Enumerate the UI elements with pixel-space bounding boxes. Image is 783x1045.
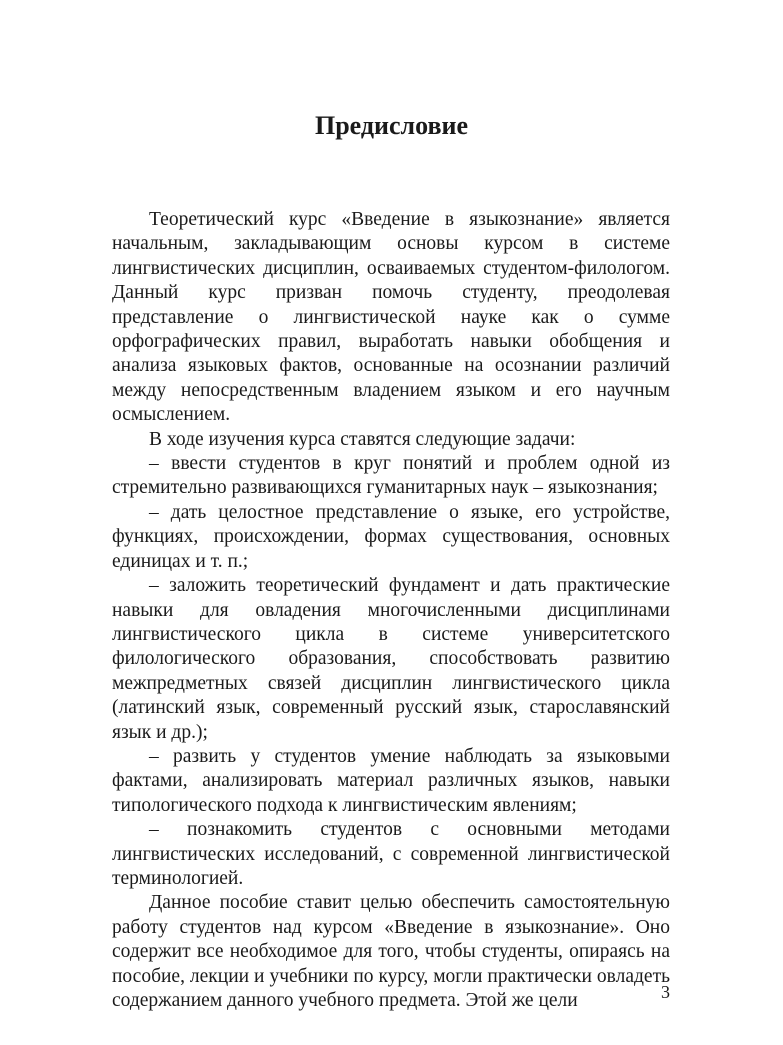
paragraph-tasks-heading: В ходе изучения курса ставятся следующие задачи: — [149, 428, 576, 450]
paragraph-task-2: – дать целостное представление о языке, его устройстве, функциях, происхождении, формах существования, основных единицах и т. п.; — [112, 501, 670, 572]
page-title: Предисловие — [314, 111, 469, 140]
paragraph-intro: Теоретический курс «Введение в языкознание» является начальным, закладывающим основы курсом в системе лингвистических дисциплин, осваиваемых студентом-филологом. Данный курс призван помочь студенту, преодолевая представление о лингвистической науке как о сумме орфографических правил, выработать навыки обобщения и анализа языковых фактов, основанные на осознании различий между непосредственным владением языком и его научным осмыслением. — [112, 209, 670, 426]
paragraph-task-5: – познакомить студентов с основными методами лингвистических исследований, с современной лингвистической терминологией. — [112, 819, 670, 889]
body-text — [112, 208, 670, 1013]
paragraph-purpose: Данное пособие ставит целью обеспечить самостоятельную работу студентов над курсом «Введение в языкознание». Оно содержит все необходимое для того, чтобы студенты, опираясь на пособие, лекции и учебники по курсу, могли практически овладеть содержанием данного учебного предмета. Этой же цели — [112, 892, 670, 1011]
paragraph-task-3: – заложить теоретический фундамент и дать практические навыки для овладения многочисленными дисциплинами лингвистического цикла в системе университетского филологического образования, способствовать развитию межпредметных связей дисциплин лингвистического цикла (латинский язык, современный русский язык, старославянский язык и др.); — [112, 575, 670, 743]
paragraph-task-4: – развить у студентов умение наблюдать за языковыми фактами, анализировать материал различных языков, навыки типологического подхода к лингвистическим явлениям; — [112, 745, 670, 816]
paragraph-task-1: – ввести студентов в круг понятий и проблем одной из стремительно развивающихся гуманитарных наук – языкознания; — [112, 453, 670, 499]
page-number: 3 — [661, 982, 670, 1002]
